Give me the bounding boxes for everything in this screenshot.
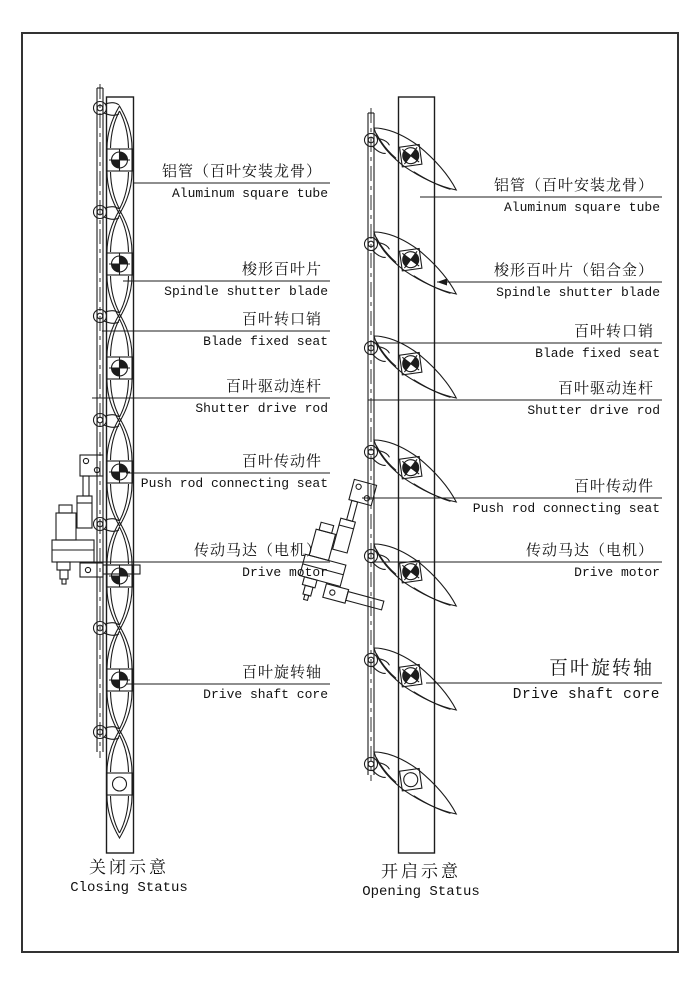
label-cn: 铝管（百叶安装龙骨）: [493, 176, 654, 194]
label-en: Aluminum square tube: [171, 186, 328, 201]
aluminum-square-tube: [399, 97, 435, 853]
label-en: Blade fixed seat: [203, 334, 328, 349]
label-en: Shutter drive rod: [195, 401, 328, 416]
label-en: Drive motor: [242, 565, 328, 580]
right-shutter-open: [294, 97, 465, 853]
label-cn: 梭形百叶片（铝合金）: [493, 261, 654, 279]
caption-cn: 开启示意: [381, 862, 461, 882]
label-en: Shutter drive rod: [527, 403, 660, 418]
label-cn: 百叶驱动连杆: [557, 379, 654, 397]
label-cn: 铝管（百叶安装龙骨）: [161, 162, 322, 180]
label-en: Aluminum square tube: [503, 200, 660, 215]
label-cn: 百叶转口销: [241, 310, 322, 328]
label-cn: 传动马达（电机）: [525, 541, 654, 559]
shutter-drive-rod: [368, 108, 374, 781]
caption-en: Opening Status: [362, 884, 480, 900]
label-en: Push rod connecting seat: [472, 501, 660, 516]
label-cn: 梭形百叶片: [241, 260, 322, 278]
label-en: Drive shaft core: [512, 687, 660, 703]
label-en: Drive shaft core: [203, 687, 328, 702]
label-cn: 百叶驱动连杆: [225, 377, 322, 395]
label-en: Push rod connecting seat: [140, 476, 328, 491]
label-cn: 百叶旋转轴: [241, 663, 322, 681]
caption-cn: 关闭示意: [89, 858, 169, 878]
label-en: Drive motor: [574, 565, 660, 580]
label-cn: 百叶传动件: [241, 452, 322, 470]
label-cn: 传动马达（电机）: [193, 541, 322, 559]
label-cn: 百叶传动件: [573, 477, 654, 495]
label-en: Spindle shutter blade: [164, 284, 328, 299]
label-en: Blade fixed seat: [535, 346, 660, 361]
caption-en: Closing Status: [70, 880, 188, 896]
caption-closing-status: [70, 858, 188, 897]
caption-opening-status: [362, 862, 480, 901]
label-en: Spindle shutter blade: [496, 285, 660, 300]
label-cn: 百叶转口销: [573, 322, 654, 340]
label-cn: 百叶旋转轴: [548, 657, 654, 679]
blade-hinge-pins: [362, 131, 391, 778]
left-shutter-closed: [52, 84, 140, 853]
spindle-blades-open: [366, 117, 465, 825]
spindle-blades: [107, 106, 133, 838]
